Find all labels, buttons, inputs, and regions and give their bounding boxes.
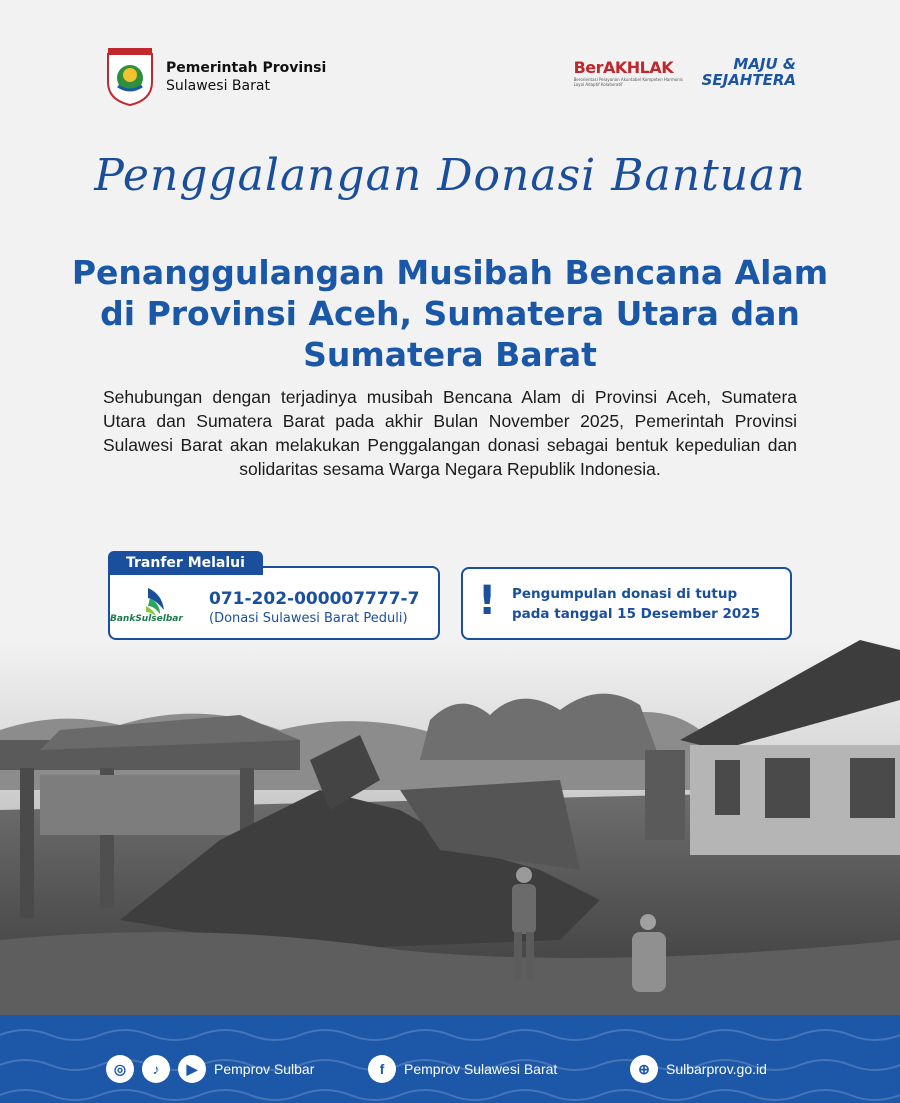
- social-handle-text: Pemprov Sulbar: [214, 1061, 315, 1077]
- transfer-tab-label: Tranfer Melalui: [108, 551, 263, 575]
- social-handle-group[interactable]: [106, 1055, 314, 1083]
- youtube-icon[interactable]: ▶: [178, 1055, 206, 1083]
- exclamation-icon: !: [478, 578, 497, 624]
- tiktok-icon[interactable]: ♪: [142, 1055, 170, 1083]
- province-crest-icon: [104, 48, 156, 106]
- berakhlak-word: BerAKHLAK: [573, 57, 674, 77]
- maju-line1: MAJU &: [733, 55, 796, 73]
- account-number: 071-202-000007777-7: [209, 589, 420, 609]
- maju-sejahtera-logo: [702, 56, 796, 88]
- deadline-notice-text: [512, 584, 760, 624]
- slogan-logos: [574, 56, 796, 88]
- bank-name: BankSulselbar: [110, 614, 183, 624]
- gov-name-line1: Pemerintah Provinsi: [166, 60, 327, 76]
- facebook-group[interactable]: [368, 1055, 557, 1083]
- berakhlak-logo: [574, 58, 684, 87]
- maju-line2: SEJAHTERA: [701, 71, 796, 89]
- instagram-icon[interactable]: ◎: [106, 1055, 134, 1083]
- main-title: Penanggulangan Musibah Bencana Alam di Provinsi Aceh, Sumatera Utara dan Sumatera Barat: [71, 253, 829, 374]
- disaster-photo: [0, 640, 900, 1015]
- announcement-text: Sehubungan dengan terjadinya musibah Bencana Alam di Provinsi Aceh, Sumatera Utara dan Sumatera Barat pada akhir Bulan November 2025, Pemerintah Provinsi Sulawesi Barat akan melakukan Penggalangan donasi sebagai bentuk kepedulian dan solidaritas sesama Warga Negara Republik Indonesia.: [103, 387, 797, 479]
- facebook-icon[interactable]: f: [368, 1055, 396, 1083]
- account-note: (Donasi Sulawesi Barat Peduli): [209, 611, 408, 626]
- gov-name-line2: Sulawesi Barat: [166, 78, 270, 94]
- notice-line2: pada tanggal 15 Desember 2025: [512, 606, 761, 622]
- facebook-text: Pemprov Sulawesi Barat: [404, 1061, 558, 1077]
- notice-line1: Pengumpulan donasi di tutup: [512, 586, 738, 602]
- website-text: Sulbarprov.go.id: [666, 1061, 767, 1077]
- script-title: Penggalangan Donasi Bantuan: [94, 150, 806, 201]
- globe-icon[interactable]: ⊕: [630, 1055, 658, 1083]
- government-logo-block: [104, 48, 326, 106]
- website-group[interactable]: [630, 1055, 767, 1083]
- berakhlak-tagline: Berorientasi Pelayanan Akuntabel Kompeten Harmonis Loyal Adaptif Kolaboratif: [573, 76, 684, 87]
